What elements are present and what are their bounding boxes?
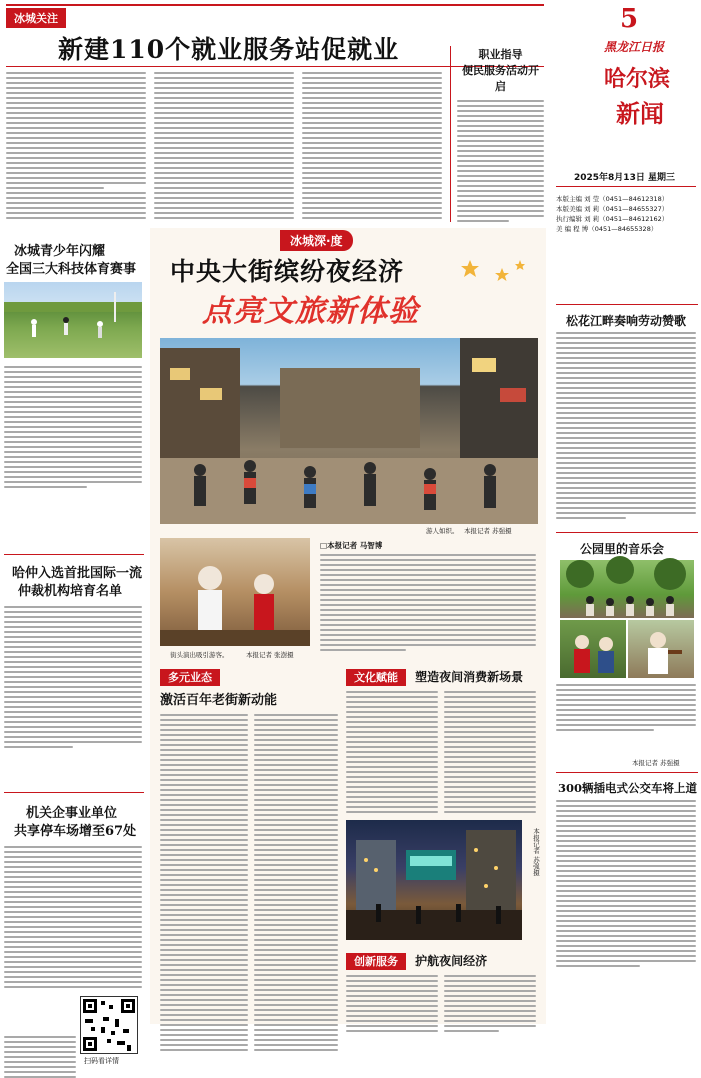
park-concert-photo — [560, 560, 694, 618]
editor-line: 本版主编 刘 莹（0451—84612318） — [556, 195, 669, 203]
subsection-kicker: 文化赋能 — [346, 669, 406, 686]
article-title: 300辆插电式公交车将上道 — [558, 781, 698, 795]
photo-credit: 本报记者 苏强摄 — [464, 527, 512, 535]
side-story — [450, 46, 544, 222]
page-number: 5 — [620, 4, 639, 34]
subsection-title: 激活百年老街新动能 — [160, 693, 278, 708]
body-text — [302, 72, 442, 219]
performance-photo — [160, 538, 310, 646]
kids-sports-photo — [4, 282, 142, 358]
article-title: 机关企事业单位 — [26, 806, 118, 821]
feature-banner: 冰城深·度 — [280, 230, 353, 251]
top-story — [6, 4, 544, 228]
byline: □本报记者 马智博 — [320, 541, 383, 550]
article-title: 共享停车场增至67处 — [14, 824, 137, 839]
article-title: 哈仲入选首批国际一流 — [12, 566, 143, 581]
body-text — [154, 72, 294, 219]
photo-credit: 本报记者 张澍摄 — [246, 651, 294, 659]
night-street-photo — [346, 820, 522, 940]
qr-caption: 扫码看详情 — [84, 1057, 119, 1065]
body-text — [556, 332, 696, 519]
masthead — [556, 4, 696, 224]
caption-text — [556, 684, 696, 731]
editor-list — [556, 194, 700, 234]
park-concert-photo — [628, 620, 694, 678]
left-column — [4, 232, 144, 1065]
body-text — [4, 366, 142, 488]
side-headline: 便民服务活动开启 — [462, 64, 539, 93]
subsection — [346, 666, 538, 813]
qr-code-icon[interactable] — [80, 996, 138, 1054]
article-title: 全国三大科技体育赛事 — [6, 262, 137, 277]
subsection-title: 塑造夜间消费新场景 — [415, 670, 524, 684]
photo-credit: 本报记者 苏强摄 — [532, 828, 540, 876]
feature-headline: 中央大街缤纷夜经济 — [170, 257, 405, 286]
article-title: 公园里的音乐会 — [580, 542, 665, 556]
body-text — [6, 72, 146, 219]
subsection — [160, 666, 340, 1051]
body-text — [4, 606, 142, 748]
photo-caption: 街头演出吸引游客。 — [170, 651, 229, 659]
headline: 新建110个就业服务站促就业 — [58, 35, 400, 64]
star-icon — [460, 258, 530, 298]
article-title: 仲裁机构培育名单 — [18, 584, 123, 599]
body-text — [4, 846, 142, 988]
editor-line: 美 编 程 博（0451—84655328） — [556, 225, 658, 233]
feature-story — [150, 228, 546, 1024]
park-concert-photo — [560, 620, 626, 678]
subsection-kicker: 多元业态 — [160, 669, 220, 686]
paper-name: 黑龙江日报 — [604, 40, 665, 54]
side-headline: 职业指导 — [478, 48, 523, 61]
section-title: 哈尔滨 — [604, 66, 671, 92]
body-text — [556, 800, 696, 967]
editor-line: 执行编辑 刘 莉（0451—84612162） — [556, 215, 669, 223]
section-title: 新闻 — [616, 99, 664, 128]
subsection — [346, 950, 538, 1032]
body-text — [4, 1036, 76, 1078]
editor-line: 本版美编 刘 莉（0451—84655327） — [556, 205, 669, 213]
issue-date: 2025年8月13日 星期三 — [574, 173, 675, 183]
article-title: 冰城青少年闪耀 — [14, 244, 106, 259]
article-title: 松花江畔奏响劳动赞歌 — [566, 314, 687, 328]
right-column — [556, 240, 698, 1020]
intro-text — [320, 554, 536, 651]
photo-credit: 本报记者 苏强摄 — [632, 759, 680, 767]
kicker-label: 冰城关注 — [6, 8, 66, 28]
subsection-title: 护航夜间经济 — [415, 954, 488, 968]
street-crowd-photo — [160, 338, 538, 524]
subsection-kicker: 创新服务 — [346, 953, 406, 970]
photo-caption: 游人如织。 — [426, 527, 459, 535]
feature-headline-accent: 点亮文旅新体验 — [202, 294, 419, 329]
